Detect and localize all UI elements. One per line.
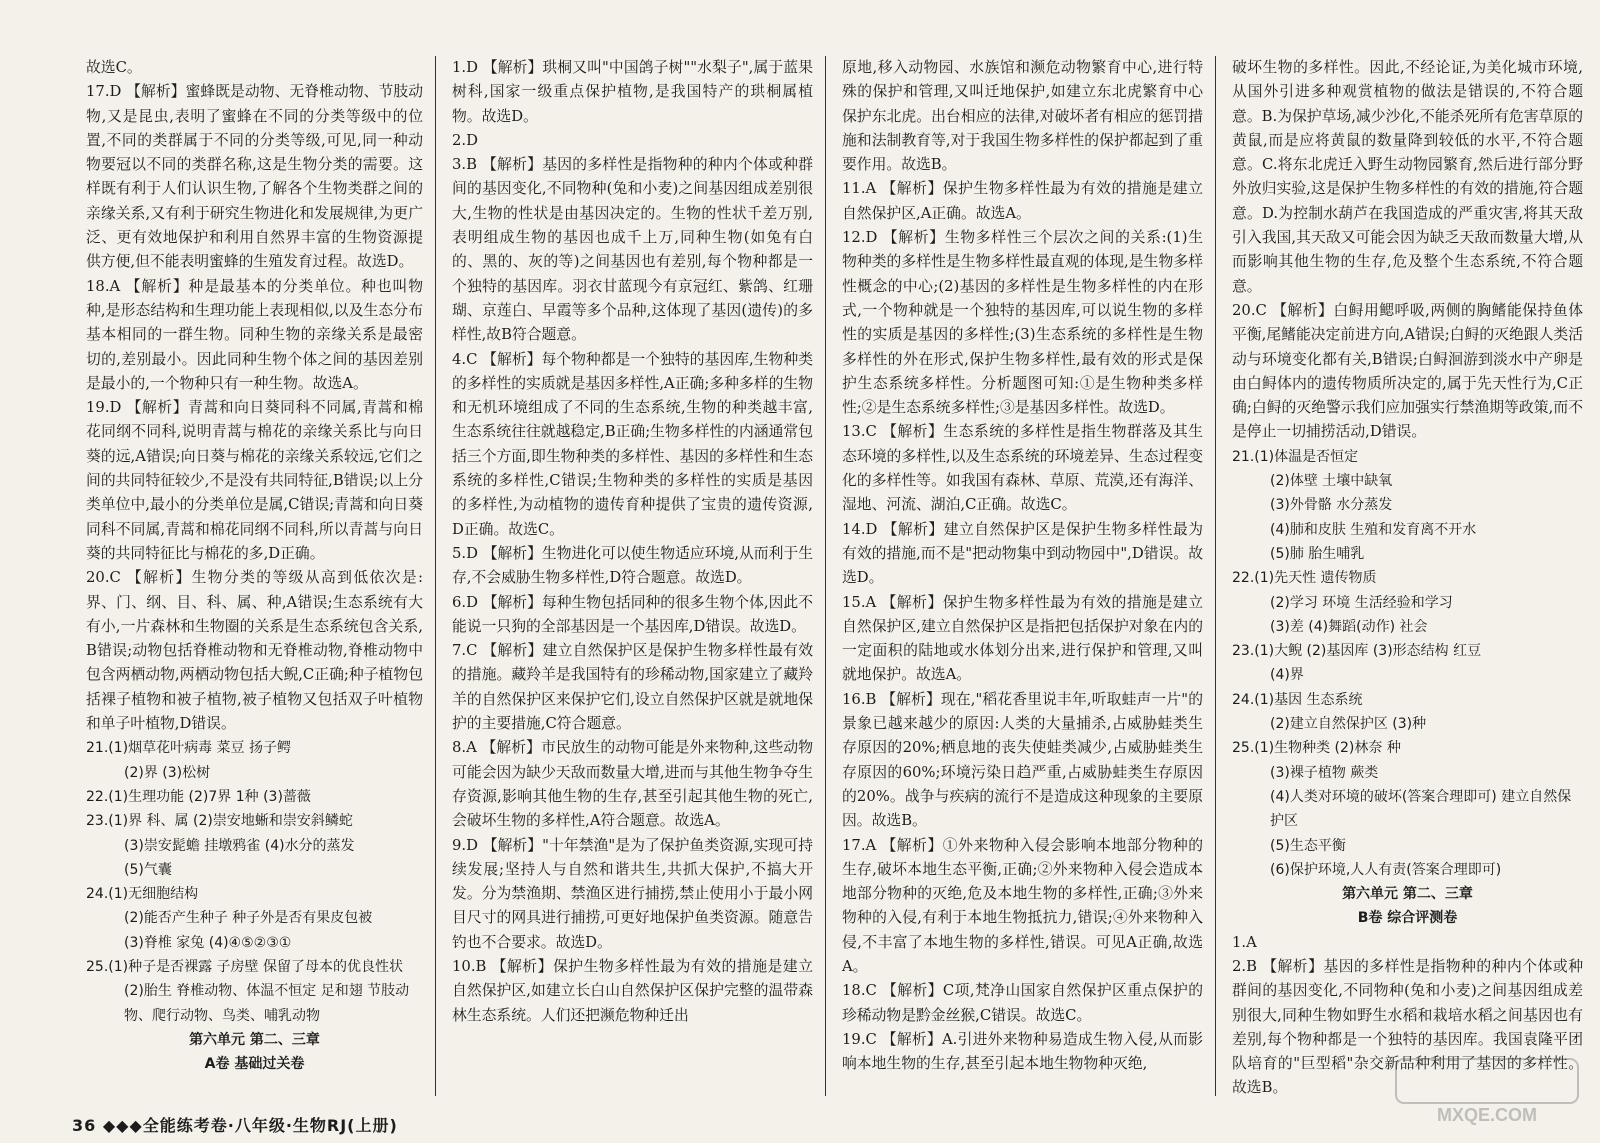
- answer-text: (6)保护环境,人人有责(答案合理即可): [1270, 861, 1502, 878]
- answer-text: (3)裸子植物 蕨类: [1270, 764, 1379, 781]
- question-number: 21.: [86, 740, 109, 757]
- answer-paragraph: 14.D 【解析】建立自然保护区是保护生物多样性最为有效的措施,而不是"把动物集中到动物园中",D错误。故选D。: [842, 520, 1203, 587]
- answer-paragraph: 17.A 【解析】①外来物种入侵会影响本地部分物种的生存,破坏本地生态平衡,正确;②外来物种入侵会造成本地部分物种的灭绝,危及本地生物的多样性,正确;③外来物种的入侵,有利于本地生物抵抗力,错误;④外来物种入侵,不丰富了本地生物的多样性,错误。可见A正确,故选A。: [842, 836, 1203, 975]
- answer-text: (4)人类对环境的破坏(答案合理即可) 建立自然保护区: [1270, 788, 1572, 830]
- answer-text: (4)肺和皮肤 生殖和发育离不开水: [1270, 521, 1477, 538]
- short-answer-line: [1232, 785, 1583, 834]
- answer-text: (1)基因 生态系统: [1254, 691, 1363, 708]
- question-number: 23.: [1232, 643, 1255, 660]
- short-answer-line: [1232, 761, 1583, 785]
- section-heading: 第六单元 第二、三章: [189, 1031, 320, 1048]
- short-answer-line: [1232, 615, 1583, 639]
- answer-text: (5)气囊: [124, 861, 172, 878]
- answer-text: (5)肺 胎生哺乳: [1270, 545, 1365, 562]
- answer-text: (2)胎生 脊椎动物、体温不恒定 足和翅 节肢动物、爬行动物、鸟类、哺乳动物: [124, 983, 410, 1024]
- answer-paragraph: 破坏生物的多样性。因此,不经论证,为美化城市环境,从国外引进多种观赏植物的做法是错误的,不符合题意。B.为保护草场,减少沙化,不能杀死所有危害草原的黄鼠,而是应将黄鼠的数量降到较低的水平,不符合题意。C.将东北虎迁入野生动物园繁育,然后进行部分野外放归实验,这是保护生物多样性的有效的措施,符合题意。D.为控制水葫芦在我国造成的严重灾害,将其天敌引入我国,其天敌又可能会因为缺乏天敌而数量大增,从而影响其他生物的生存,危及整个生态系统,不符合题意。: [1232, 59, 1583, 295]
- answer-paragraph: 7.C 【解析】建立自然保护区是保护生物多样性最有效的措施。藏羚羊是我国特有的珍稀动物,国家建立了藏羚羊的自然保护区来保护它们,设立自然保护区就是就地保护的主要措施,C符合题意。: [452, 642, 813, 733]
- answer-paragraph: 1.A: [1232, 933, 1257, 951]
- answer-paragraph: 原地,移入动物园、水族馆和濒危动物繁育中心,进行特殊的保护和管理,又叫迁地保护,如建立东北虎繁育中心保护东北虎。出台相应的法律,对破坏者有相应的惩罚措施和法制教育等,对于我国生物多样性的保护都起到了重要作用。故选B。: [842, 59, 1203, 174]
- short-answer-line: [86, 736, 423, 760]
- answer-text: (1)先天性 遗传物质: [1254, 570, 1377, 587]
- answer-paragraph: 20.C 【解析】白鲟用鳃呼吸,两侧的胸鳍能保持鱼体平衡,尾鳍能决定前进方向,A错误;白鲟的灭绝跟人类活动与环境变化都有关,B错误;白鲟洄游到淡水中产卵是由白鲟体内的遗传物质所决定的,属于先天性行为,C正确;白鲟的灭绝警示我们应加强实行禁渔期等政策,而不是停止一切捕捞活动,D错误。: [1232, 301, 1583, 441]
- short-answer-line: [86, 955, 423, 979]
- watermark-logo: [1392, 1055, 1582, 1127]
- short-answer-line: [86, 882, 423, 906]
- short-answer-line: [1232, 469, 1583, 493]
- answer-text: (3)脊椎 家兔 (4)④⑤②③①: [124, 934, 292, 951]
- answer-paragraph: 16.B 【解析】现在,"稻花香里说丰年,听取蛙声一片"的景象已越来越少的原因:人类的大量捕杀,占威胁蛙类生存原因的20%;栖息地的丧失使蛙类减少,占威胁蛙类生存原因的60%;环境污染日趋严重,占威胁蛙类生存原因的20%。战争与疾病的流行不是造成这种现象的主要原因。故选B。: [842, 690, 1203, 830]
- column-2: [435, 56, 825, 1096]
- question-number: 25.: [1232, 740, 1255, 757]
- answer-paragraph: 11.A 【解析】保护生物多样性最为有效的措施是建立自然保护区,A正确。故选A。: [842, 180, 1203, 222]
- short-answer-line: [1232, 591, 1583, 615]
- short-answer-line: [1232, 736, 1583, 760]
- short-answer-line: [1232, 542, 1583, 566]
- answer-paragraph: 10.B 【解析】保护生物多样性最为有效的措施是建立自然保护区,如建立长白山自然保护区保护完整的温带森林生态系统。人们还把濒危物种迁出: [452, 957, 813, 1024]
- answer-paragraph: 17.D 【解析】蜜蜂既是动物、无脊椎动物、节肢动物,又是昆虫,表明了蜜蜂在不同的分类等级中的位置,不同的类群属于不同的分类等级,可见,同一种动物要冠以不同的类群名称,这是生物分类的需要。这样既有利于人们认识生物,了解各个生物类群之间的亲缘关系,又有利于研究生物进化和发展规律,为更广泛、更有效地保护和利用自然界丰富的生物资源提供方便,但不能表明蜜蜂的生殖发育过程。故选D。: [86, 83, 423, 271]
- answer-paragraph: 18.C 【解析】C项,梵净山国家自然保护区重点保护的珍稀动物是黔金丝猴,C错误。故选C。: [842, 982, 1203, 1024]
- answer-paragraph: 6.D 【解析】每种生物包括同种的很多生物个体,因此不能说一只狗的全部基因是一个基因库,D错误。故选D。: [452, 593, 813, 635]
- answer-paragraph: 故选C。: [86, 59, 142, 76]
- column-3: [825, 56, 1215, 1096]
- short-answer-line: [1232, 834, 1583, 858]
- answer-paragraph: 2.D: [452, 131, 478, 149]
- short-answer-line: [86, 834, 423, 858]
- answer-text: (1)体温是否恒定: [1254, 448, 1359, 465]
- page-footer: 36 ◆◆◆全能练考卷·八年级·生物RJ(上册): [72, 1116, 398, 1135]
- answer-text: (1)烟草花叶病毒 菜豆 扬子鳄: [108, 740, 291, 757]
- answer-text: (3)外骨骼 水分蒸发: [1270, 497, 1393, 514]
- answer-paragraph: 15.A 【解析】保护生物多样性最为有效的措施是建立自然保护区,建立自然保护区是指把包括保护对象在内的一定面积的陆地或水体划分出来,进行保护和管理,又叫就地保护。故选A。: [842, 593, 1203, 684]
- svg-text:MXQE.COM: MXQE.COM: [1436, 1105, 1538, 1125]
- answer-text: (2)界 (3)松树: [124, 764, 211, 781]
- short-answer-line: [1232, 858, 1583, 882]
- short-answer-line: [1232, 639, 1583, 663]
- short-answer-line: [86, 761, 423, 785]
- short-answer-line: [1232, 493, 1583, 517]
- answer-text: (3)崇安髭蟾 挂墩鸦雀 (4)水分的蒸发: [124, 837, 355, 854]
- answer-text: (1)种子是否裸露 子房壁 保留了母本的优良性状: [108, 958, 403, 975]
- answer-paragraph: 1.D 【解析】珙桐又叫"中国鸽子树""水梨子",属于蓝果树科,国家一级重点保护植物,是我国特产的珙桐属植物。故选D。: [452, 59, 813, 125]
- column-4: [1215, 56, 1595, 1096]
- section-heading: A卷 基础过关卷: [204, 1056, 305, 1073]
- short-answer-line: [86, 809, 423, 833]
- short-answer-line: [1232, 663, 1583, 687]
- answer-text: (5)生态平衡: [1270, 837, 1346, 854]
- short-answer-line: [1232, 688, 1583, 712]
- section-heading: B卷 综合评测卷: [1357, 910, 1458, 927]
- question-number: 24.: [1232, 691, 1255, 708]
- answer-paragraph: 19.D 【解析】青蒿和向日葵同科不同属,青蒿和棉花同纲不同科,说明青蒿与棉花的亲缘关系比与向日葵的远,A错误;向日葵与棉花的亲缘关系较远,它们之间的共同特征较少,不是没有共同特征,B错误;以上分类单位中,最小的分类单位是属,C错误;青蒿和向日葵同科不同属,青蒿和棉花同纲不同科,所以青蒿与向日葵的共同特征比与棉花的多,D正确。: [86, 399, 423, 562]
- question-number: 24.: [86, 886, 109, 903]
- answer-paragraph: 2.B 【解析】基因的多样性是指物种的种内个体或种群间的基因变化,不同物种(兔和小麦)之间基因组成差别很大,同种生物如野生水稻和栽培水稻之间基因也有差别,每个物种都是一个独特的基因库。我国袁隆平团队培育的"巨型稻"杂交新品种利用了基因的多样性。故选B。: [1232, 957, 1583, 1096]
- question-number: 22.: [1232, 570, 1255, 587]
- answer-paragraph: 5.D 【解析】生物进化可以使生物适应环境,从而利于生存,不会威胁生物多样性,D符合题意。故选D。: [452, 544, 813, 587]
- answer-paragraph: 4.C 【解析】每个物种都是一个独特的基因库,生物种类的多样性的实质就是基因多样性,A正确;多种多样的生物和无机环境组成了不同的生态系统,生物的种类越丰富,生态系统往往就越稳定,B正确;生物多样性的内涵通常包括三个方面,即生物种类的多样性、基因的多样性和生态系统的多样性,C错误;生物种类的多样性的实质是基因的多样性,为动植物的遗传育种提供了宝贵的遗传资源,D正确。故选C。: [452, 350, 813, 538]
- answer-paragraph: 8.A 【解析】市民放生的动物可能是外来物种,这些动物可能会因为缺少天敌而数量大增,进而与其他生物争夺生存资源,影响其他生物的生存,甚至引起其他生物的死亡,会破坏生物的多样性,A符合题意。故选A。: [452, 739, 813, 830]
- short-answer-line: [1232, 518, 1583, 542]
- short-answer-line: [86, 979, 423, 1028]
- short-answer-line: [1232, 712, 1583, 736]
- answer-paragraph: 19.C 【解析】A.引进外来物种易造成生物入侵,从而影响本地生物的生存,甚至引起本地生物物种灭绝,: [842, 1030, 1203, 1073]
- answer-text: (1)生物种类 (2)林奈 种: [1254, 740, 1401, 757]
- answer-text: (4)界: [1270, 667, 1304, 684]
- answer-text: (2)能否产生种子 种子外是否有果皮包被: [124, 910, 373, 927]
- question-number: 25.: [86, 958, 109, 975]
- answer-text: (2)学习 环境 生活经验和学习: [1270, 594, 1453, 611]
- answer-paragraph: 9.D 【解析】"十年禁渔"是为了保护鱼类资源,实现可持续发展;坚持人与自然和谐共生,共抓大保护,不搞大开发。分为禁渔期、禁渔区进行捕捞,禁止使用小于最小网目尺寸的网具进行捕捞,可更好地保护鱼类资源。随意告钓也不合要求。故选D。: [452, 836, 813, 951]
- short-answer-line: [86, 785, 423, 809]
- short-answer-line: [1232, 445, 1583, 469]
- answer-text: (1)生理功能 (2)7界 1种 (3)蔷薇: [108, 788, 311, 805]
- answer-text: (2)建立自然保护区 (3)种: [1270, 716, 1427, 733]
- answer-text: (1)大鲵 (2)基因库 (3)形态结构 红豆: [1254, 643, 1482, 660]
- answer-text: (3)差 (4)舞蹈(动作) 社会: [1270, 618, 1428, 635]
- section-heading: 第六单元 第二、三章: [1342, 886, 1473, 903]
- answer-paragraph: 18.A 【解析】种是最基本的分类单位。种也叫物种,是形态结构和生理功能上表现相似,以及生态分布基本相同的一群生物。同种生物的亲缘关系是最密切的,差别最小。因此同种生物个体之间的基因差别是最小的,一个物种只有一种生物。故选A。: [86, 277, 423, 392]
- answer-text: (1)界 科、属 (2)崇安地蜥和崇安斜鳞蛇: [108, 813, 353, 830]
- short-answer-line: [86, 931, 423, 955]
- question-number: 21.: [1232, 448, 1255, 465]
- answer-text: (2)体壁 土壤中缺氧: [1270, 473, 1393, 490]
- short-answer-line: [86, 858, 423, 882]
- answer-paragraph: 3.B 【解析】基因的多样性是指物种的种内个体或种群间的基因变化,不同物种(兔和小麦)之间基因组成差别很大,生物的性状是由基因决定的。生物的性状千差万别,表明组成生物的基因也成千上万,同种生物(如兔有白的、黑的、灰的等)之间基因也有差别,每个物种都是一个独特的基因库。羽衣甘蓝现今有京冠红、紫鸽、红珊瑚、京莲白、早霞等多个品种,这体现了基因(遗传)的多样性,故B符合题意。: [452, 156, 813, 344]
- watermark-icon: [1392, 1055, 1582, 1127]
- short-answer-line: [86, 906, 423, 930]
- column-1: [70, 56, 435, 1096]
- answer-paragraph: 12.D 【解析】生物多样性三个层次之间的关系:(1)生物种类的多样性是生物多样性最直观的体现,是生物多样性概念的中心;(2)基因的多样性是生物多样性的内在形式,一个物种就是一个独特的基因库,可以说生物的多样性的实质是基因的多样性;(3)生态系统的多样性是生物多样性的外在形式,保护生物多样性,最有效的形式是保护生态系统多样性。分析题图可知:①是生物种类多样性;②是生态系统多样性;③是基因多样性。故选D。: [842, 229, 1203, 417]
- answer-text: (1)无细胞结构: [108, 886, 199, 903]
- question-number: 22.: [86, 788, 109, 805]
- answer-paragraph: 20.C 【解析】生物分类的等级从高到低依次是:界、门、纲、目、科、属、种,A错误;生态系统有大有小,一片森林和生物圈的关系是生态系统包含关系,B错误;动物包括脊椎动物和无脊椎动物,脊椎动物中包含两栖动物,两栖动物包括大鲵,C正确;种子植物包括裸子植物和被子植物,被子植物又包括双子叶植物和单子叶植物,D错误。: [86, 569, 423, 733]
- short-answer-line: [1232, 566, 1583, 590]
- answer-page: [70, 56, 1595, 1096]
- question-number: 23.: [86, 813, 109, 830]
- answer-paragraph: 13.C 【解析】生态系统的多样性是指生物群落及其生态环境的多样性,以及生态系统的环境差异、生态过程变化的多样性等。如我国有森林、草原、荒漠,还有海洋、湿地、河流、湖泊,C正确。故选C。: [842, 423, 1203, 514]
